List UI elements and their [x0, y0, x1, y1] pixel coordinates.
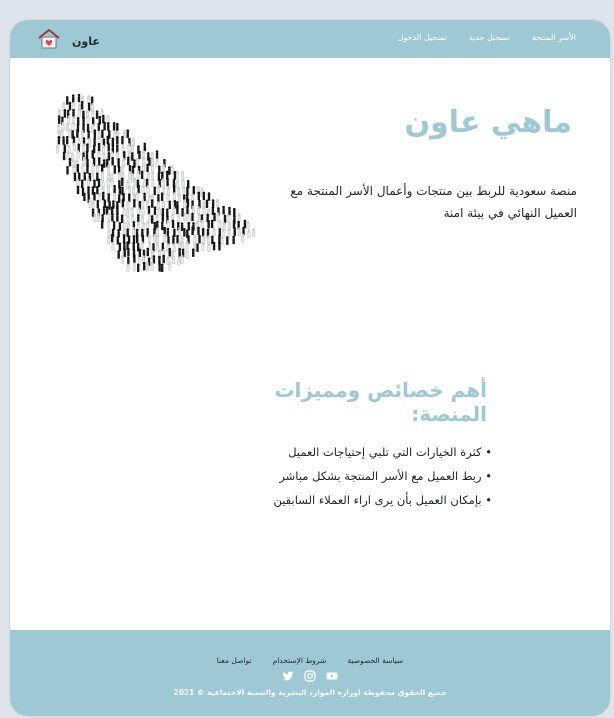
brand[interactable]: [38, 29, 100, 53]
instagram-icon[interactable]: [304, 667, 316, 679]
youtube-icon[interactable]: [326, 667, 338, 679]
twitter-icon[interactable]: [282, 667, 294, 679]
nav-link-productive-families[interactable]: الأسر المنتجة: [531, 33, 576, 42]
features-list: [192, 440, 492, 512]
house-logo-icon: [38, 29, 60, 53]
footer-link-terms[interactable]: شروط الإستخدام: [272, 656, 327, 665]
footer-links: [10, 648, 610, 667]
nav-links: [398, 33, 576, 42]
navbar: [10, 20, 610, 58]
feature-item: • ربط العميل مع الأسر المنتجة بشكل مباشر: [192, 464, 492, 488]
features-title: أهم خصائص ومميزات المنصة:: [274, 378, 487, 426]
page-frame: [10, 20, 610, 716]
nav-link-login[interactable]: تسجيل الدخول: [397, 33, 447, 42]
social-icons: [10, 667, 610, 679]
copyright: جميع الحقوق محفوظة لوزارة الموارد البشرية والتنمية الاجتماعية © 2021: [173, 688, 447, 697]
footer-link-contact[interactable]: تواصل معنا: [216, 656, 252, 665]
footer: [10, 630, 610, 716]
footer-link-privacy[interactable]: سياسة الخصوصية: [347, 656, 404, 665]
hero-title: ماهي عاون: [404, 105, 572, 140]
brand-name: عاون: [72, 34, 100, 48]
nav-link-register[interactable]: تسجيل جديد: [468, 33, 510, 42]
feature-item: • بإمكان العميل بأن يرى اراء العملاء السابقين: [192, 488, 492, 512]
hero-description: منصة سعودية للربط بين منتجات وأعمال الأسر المنتجة مع العميل النهائي في بيئة امنة: [290, 184, 577, 220]
feature-item: • كثرة الخيارات التي تلبي إحتياجات العميل: [192, 440, 492, 464]
saudi-crowd-map-illustration: [44, 82, 259, 272]
